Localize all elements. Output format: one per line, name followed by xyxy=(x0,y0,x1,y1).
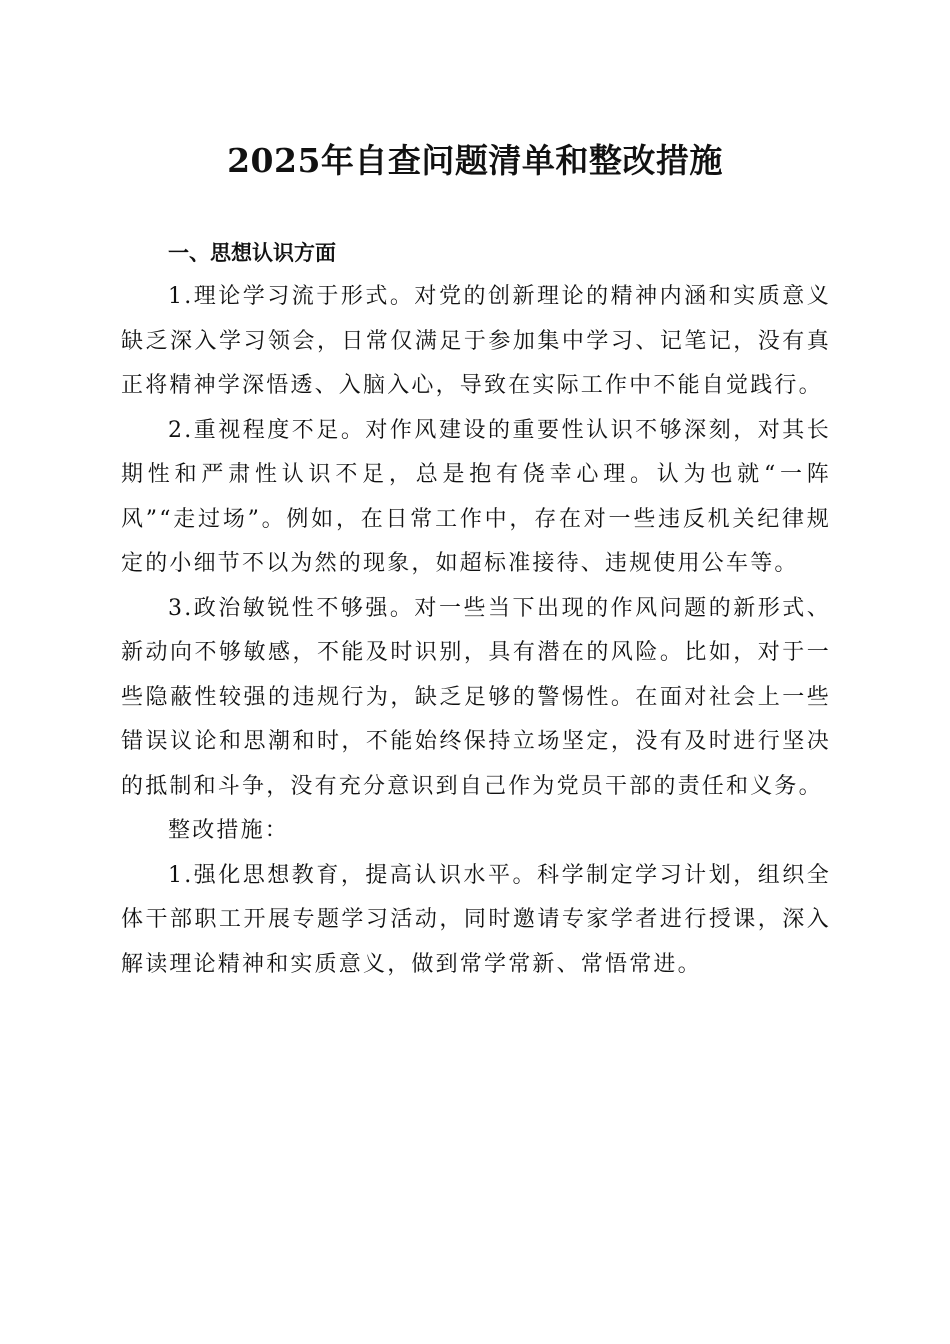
paragraph-measure-education: 1.强化思想教育，提高认识水平。科学制定学习计划，组织全体干部职工开展专题学习活动，同时邀请专家学者进行授课，深入解读理论精神和实质意义，做到常学常新、常悟常进。 xyxy=(121,862,831,977)
paragraph-theory-study: 1.理论学习流于形式。对党的创新理论的精神内涵和实质意义缺乏深入学习领会，日常仅满足于参加集中学习、记笔记，没有真正将精神学深悟透、入脑入心，导致在实际工作中不能自觉践行。 xyxy=(121,284,831,398)
paragraph-measures-heading: 整改措施： xyxy=(168,818,290,843)
document-title: 2025年自查问题清单和整改措施 xyxy=(227,141,723,180)
section-heading: 一、思想认识方面 xyxy=(168,241,336,265)
paragraph-political-sensitivity: 3.政治敏锐性不够强。对一些当下出现的作风问题的新形式、新动向不够敏感，不能及时识别，具有潜在的风险。比如，对于一些隐蔽性较强的违规行为，缺乏足够的警惕性。在面对社会上一些错误议论和思潮和时，不能始终保持立场坚定，没有及时进行坚决的抵制和斗争，没有充分意识到自己作为党员干部的责任和义务。 xyxy=(121,595,831,799)
document-body xyxy=(121,275,831,987)
paragraph-attention-level: 2.重视程度不足。对作风建设的重要性认识不够深刻，对其长期性和严肃性认识不足，总是抱有侥幸心理。认为也就“一阵风”“走过场”。例如，在日常工作中，存在对一些违反机关纪律规定的小细节不以为然的现象，如超标准接待、违规使用公车等。 xyxy=(121,417,831,576)
